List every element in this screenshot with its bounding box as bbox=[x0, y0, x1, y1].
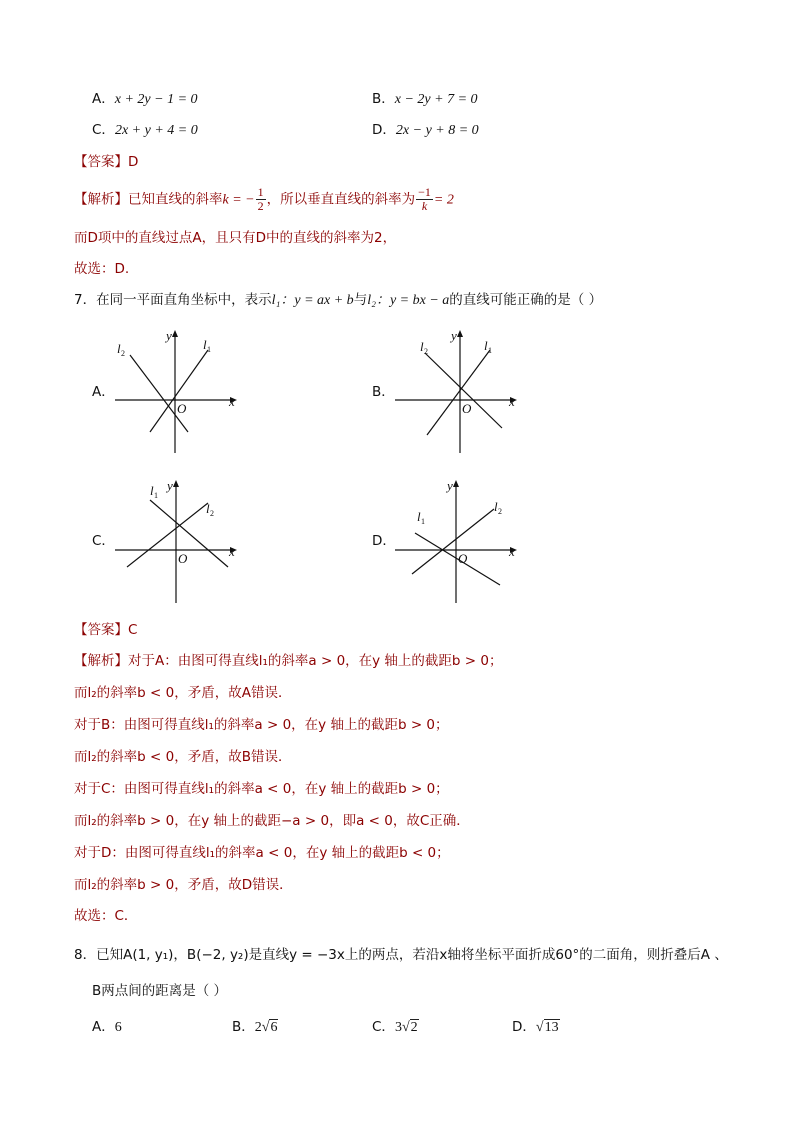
y-axis-label: y bbox=[166, 328, 172, 343]
fraction-denominator: 2 bbox=[257, 199, 264, 213]
q7-analysis-line3: 对于B：由图可得直线l₁的斜率a > 0，在y 轴上的截距b > 0； bbox=[74, 717, 449, 733]
q6-answer bbox=[74, 153, 138, 171]
y-axis-label: y bbox=[447, 478, 453, 493]
l1-label: l bbox=[417, 509, 421, 524]
y-axis-arrow bbox=[173, 480, 179, 487]
l2-label: l bbox=[117, 341, 121, 356]
sqrt-radicand: 13 bbox=[544, 1020, 559, 1035]
slope-expr: k = − bbox=[222, 192, 255, 208]
analysis-text: 对于A：由图可得直线l₁的斜率a > 0，在y 轴上的截距b > 0； bbox=[128, 653, 503, 669]
q7-graph-d bbox=[390, 475, 530, 610]
sqrt-coef: 2 bbox=[254, 1020, 262, 1035]
q8-option-b bbox=[232, 1018, 278, 1037]
option-expr: x − 2y + 7 = 0 bbox=[394, 92, 478, 107]
q7-analysis-line4: 而l₂的斜率b < 0，矛盾，故B错误． bbox=[74, 749, 292, 765]
stem-text: 的直线可能正确的是（ ） bbox=[449, 292, 603, 308]
q6-conclusion: 故选：D. bbox=[74, 261, 130, 277]
q7-graph-b bbox=[390, 325, 530, 460]
q8-option-c bbox=[372, 1018, 419, 1037]
q7-graph-c bbox=[110, 475, 250, 610]
x-axis-label: x bbox=[509, 394, 515, 409]
q7-graph-a bbox=[110, 325, 250, 460]
q7-analysis-line8: 而l₂的斜率b > 0，矛盾，故D错误． bbox=[74, 877, 293, 893]
origin-label: O bbox=[177, 401, 187, 416]
stem-text: 与 bbox=[353, 292, 368, 308]
stem-text: 7．在同一平面直角坐标中，表示 bbox=[74, 292, 272, 308]
option-letter: C． bbox=[92, 122, 115, 138]
y-axis-arrow bbox=[172, 330, 178, 337]
l1-label: l bbox=[150, 483, 154, 498]
y-axis-arrow bbox=[453, 480, 459, 487]
fraction-numerator: 1 bbox=[257, 185, 264, 199]
l1-label: l₁ bbox=[271, 293, 281, 308]
l2-label-subscript: 2 bbox=[210, 509, 214, 518]
l2-label-subscript: 2 bbox=[121, 349, 125, 358]
q7-option-b-letter: B． bbox=[372, 384, 395, 400]
line-l1 bbox=[150, 500, 228, 567]
q7-analysis-line6: 而l₂的斜率b > 0，在y 轴上的截距−a > 0，即a < 0，故C正确． bbox=[74, 813, 470, 829]
q6-option-b bbox=[372, 90, 478, 109]
option-letter: A． bbox=[92, 91, 115, 107]
option-letter: C． bbox=[372, 1019, 395, 1035]
option-letter: B． bbox=[372, 91, 395, 107]
line-l1 bbox=[415, 533, 500, 585]
q8-option-d bbox=[512, 1018, 560, 1037]
l1-label-subscript: 1 bbox=[421, 517, 425, 526]
q7-option-a-letter: A． bbox=[92, 384, 115, 400]
option-value: 3√2 bbox=[394, 1020, 418, 1035]
sqrt-radicand: 6 bbox=[270, 1020, 278, 1035]
option-value: 2√6 bbox=[254, 1020, 278, 1035]
q7-analysis-line2: 而l₂的斜率b < 0，矛盾，故A错误． bbox=[74, 685, 292, 701]
l1-label-subscript: 1 bbox=[154, 491, 158, 500]
perp-result: = 2 bbox=[433, 192, 454, 208]
q7-stem bbox=[74, 291, 602, 310]
q7-analysis-line5: 对于C：由图可得直线l₁的斜率a < 0，在y 轴上的截距b > 0； bbox=[74, 781, 449, 797]
option-letter: A． bbox=[92, 1019, 115, 1035]
q6-option-c bbox=[92, 121, 198, 140]
q8-option-a bbox=[92, 1018, 122, 1037]
q7-option-c-letter: C． bbox=[92, 533, 115, 549]
l2-label: l bbox=[420, 339, 424, 354]
y-axis-arrow bbox=[457, 330, 463, 337]
sqrt-radicand: 2 bbox=[410, 1020, 418, 1035]
line-l2 bbox=[127, 503, 208, 567]
answer-tag: 【答案】 bbox=[74, 622, 128, 638]
q7-option-d-letter: D． bbox=[372, 533, 396, 549]
origin-label: O bbox=[462, 401, 472, 416]
origin-label: O bbox=[458, 551, 468, 566]
line-l2 bbox=[425, 353, 502, 428]
sqrt-coef: 3 bbox=[394, 1020, 402, 1035]
l1-label-subscript: 1 bbox=[207, 345, 211, 354]
analysis-text: ，所以垂直直线的斜率为 bbox=[266, 191, 416, 208]
option-expr: 2x − y + 8 = 0 bbox=[395, 123, 479, 138]
l1-label: l bbox=[203, 337, 207, 352]
line-l2 bbox=[130, 355, 188, 432]
q6-analysis-line1 bbox=[74, 186, 454, 213]
option-value: √13 bbox=[535, 1020, 559, 1035]
l1-expr: ：y = ax + b bbox=[280, 293, 354, 308]
q7-analysis-line1 bbox=[74, 652, 503, 670]
q7-conclusion: 故选：C． bbox=[74, 908, 138, 924]
l2-label: l bbox=[494, 499, 498, 514]
fraction-numerator: −1 bbox=[418, 185, 431, 199]
q6-analysis-line2: 而D项中的直线过点A，且只有D中的直线的斜率为2， bbox=[74, 230, 397, 246]
option-letter: D． bbox=[372, 122, 396, 138]
q6-option-d bbox=[372, 121, 479, 140]
q7-answer bbox=[74, 621, 137, 639]
option-letter: B． bbox=[232, 1019, 255, 1035]
x-axis-label: x bbox=[229, 544, 235, 559]
option-expr: 2x + y + 4 = 0 bbox=[114, 123, 198, 138]
analysis-tag: 【解析】 bbox=[74, 191, 128, 208]
l2-label: l₂ bbox=[367, 293, 376, 308]
l1-label: l bbox=[484, 338, 488, 353]
y-axis-label: y bbox=[451, 328, 457, 343]
option-value: 6 bbox=[114, 1020, 122, 1035]
x-axis-label: x bbox=[229, 394, 235, 409]
l1-label-subscript: 1 bbox=[488, 346, 492, 355]
answer-tag: 【答案】 bbox=[74, 154, 128, 170]
q8-stem-line2: B两点间的距离是（ ） bbox=[92, 983, 228, 999]
l2-expr: ：y = bx − a bbox=[375, 293, 450, 308]
l2-label-subscript: 2 bbox=[424, 347, 428, 356]
q7-analysis-line7: 对于D：由图可得直线l₁的斜率a < 0，在y 轴上的截距b < 0； bbox=[74, 845, 450, 861]
perp-fraction bbox=[416, 186, 433, 213]
option-letter: D． bbox=[512, 1019, 536, 1035]
line-l1 bbox=[427, 350, 490, 435]
answer-value: D bbox=[128, 154, 139, 170]
y-axis-label: y bbox=[167, 478, 173, 493]
l2-label: l bbox=[206, 501, 210, 516]
option-expr: x + 2y − 1 = 0 bbox=[114, 92, 198, 107]
l2-label-subscript: 2 bbox=[498, 507, 502, 516]
analysis-text: 已知直线的斜率 bbox=[128, 191, 223, 208]
origin-label: O bbox=[178, 551, 188, 566]
q8-stem-line1: 8．已知A(1, y₁)，B(−2, y₂)是直线y = −3x上的两点，若沿x轴将坐标平面折成60°的二面角，则折叠后A 、 bbox=[74, 947, 728, 963]
q6-option-a bbox=[92, 90, 198, 109]
x-axis-label: x bbox=[509, 544, 515, 559]
answer-value: C bbox=[128, 622, 138, 638]
analysis-tag: 【解析】 bbox=[74, 653, 128, 669]
fraction-denominator: k bbox=[421, 199, 428, 213]
slope-fraction bbox=[256, 186, 266, 213]
